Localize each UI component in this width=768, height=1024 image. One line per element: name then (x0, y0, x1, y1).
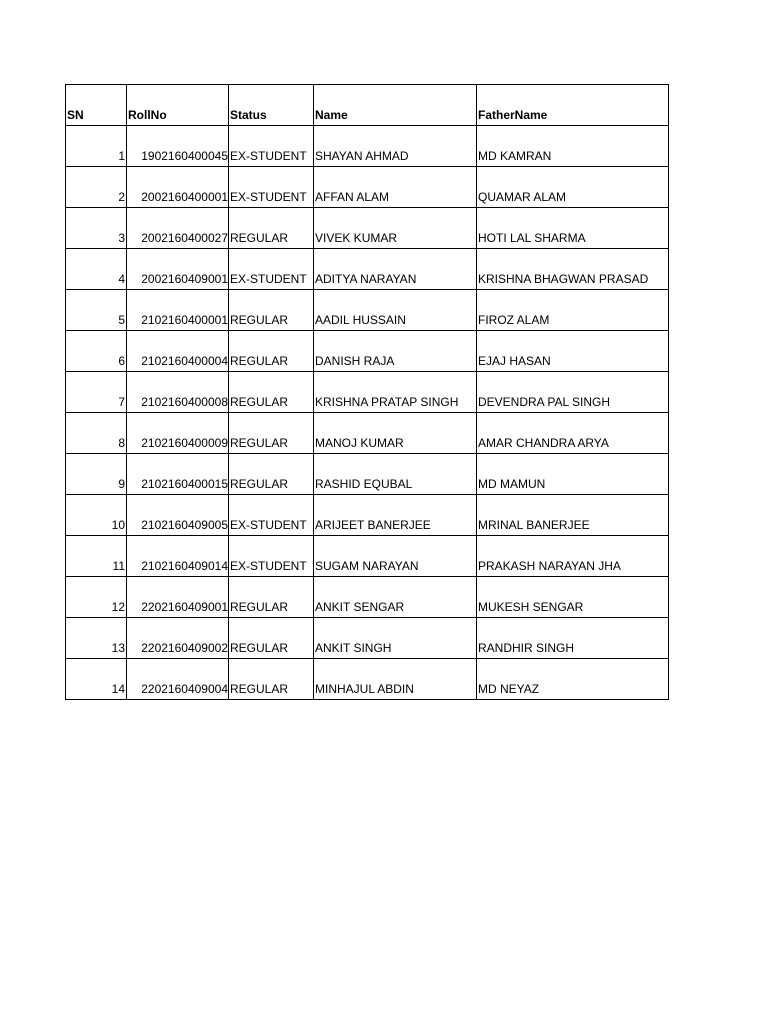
table-row (66, 126, 669, 167)
table-row (66, 659, 669, 700)
cell-status: REGULAR (229, 454, 314, 495)
cell-name: MINHAJUL ABDIN (314, 659, 477, 700)
cell-status: REGULAR (229, 372, 314, 413)
cell-sn: 7 (66, 372, 127, 413)
cell-fathername: HOTI LAL SHARMA (477, 208, 669, 249)
cell-rollno: 2002160400027 (127, 208, 229, 249)
cell-sn: 1 (66, 126, 127, 167)
cell-sn: 10 (66, 495, 127, 536)
cell-status: REGULAR (229, 577, 314, 618)
table-row (66, 495, 669, 536)
cell-rollno: 2102160409005 (127, 495, 229, 536)
header-row (66, 85, 669, 126)
cell-fathername: KRISHNA BHAGWAN PRASAD (477, 249, 669, 290)
cell-sn: 3 (66, 208, 127, 249)
cell-name: ARIJEET BANERJEE (314, 495, 477, 536)
cell-status: REGULAR (229, 290, 314, 331)
cell-rollno: 2102160400004 (127, 331, 229, 372)
cell-sn: 8 (66, 413, 127, 454)
table-row (66, 536, 669, 577)
cell-rollno: 2102160400015 (127, 454, 229, 495)
cell-fathername: MD KAMRAN (477, 126, 669, 167)
cell-name: AFFAN ALAM (314, 167, 477, 208)
cell-rollno: 2102160409014 (127, 536, 229, 577)
cell-rollno: 2102160400001 (127, 290, 229, 331)
cell-sn: 9 (66, 454, 127, 495)
cell-rollno: 2202160409002 (127, 618, 229, 659)
cell-status: REGULAR (229, 331, 314, 372)
cell-sn: 14 (66, 659, 127, 700)
cell-rollno: 2002160400001 (127, 167, 229, 208)
cell-fathername: QUAMAR ALAM (477, 167, 669, 208)
cell-rollno: 2202160409001 (127, 577, 229, 618)
cell-sn: 12 (66, 577, 127, 618)
cell-name: RASHID EQUBAL (314, 454, 477, 495)
cell-fathername: EJAJ HASAN (477, 331, 669, 372)
cell-sn: 5 (66, 290, 127, 331)
cell-rollno: 2202160409004 (127, 659, 229, 700)
cell-fathername: FIROZ ALAM (477, 290, 669, 331)
cell-fathername: AMAR CHANDRA ARYA (477, 413, 669, 454)
cell-name: ADITYA NARAYAN (314, 249, 477, 290)
table-row (66, 331, 669, 372)
cell-name: ANKIT SINGH (314, 618, 477, 659)
cell-status: REGULAR (229, 413, 314, 454)
cell-sn: 2 (66, 167, 127, 208)
cell-rollno: 2002160409001 (127, 249, 229, 290)
cell-status: REGULAR (229, 659, 314, 700)
table-row (66, 208, 669, 249)
cell-name: AADIL HUSSAIN (314, 290, 477, 331)
table-row (66, 372, 669, 413)
table-row (66, 413, 669, 454)
cell-sn: 6 (66, 331, 127, 372)
cell-status: REGULAR (229, 208, 314, 249)
cell-name: SUGAM NARAYAN (314, 536, 477, 577)
header-name: Name (314, 85, 477, 126)
cell-rollno: 2102160400008 (127, 372, 229, 413)
cell-rollno: 1902160400045 (127, 126, 229, 167)
cell-name: KRISHNA PRATAP SINGH (314, 372, 477, 413)
cell-rollno: 2102160400009 (127, 413, 229, 454)
cell-name: VIVEK KUMAR (314, 208, 477, 249)
cell-status: EX-STUDENT (229, 126, 314, 167)
cell-sn: 11 (66, 536, 127, 577)
header-sn: SN (66, 85, 127, 126)
cell-name: MANOJ KUMAR (314, 413, 477, 454)
cell-sn: 13 (66, 618, 127, 659)
cell-sn: 4 (66, 249, 127, 290)
cell-status: EX-STUDENT (229, 536, 314, 577)
cell-fathername: MRINAL BANERJEE (477, 495, 669, 536)
header-status: Status (229, 85, 314, 126)
header-fathername: FatherName (477, 85, 669, 126)
cell-fathername: MUKESH SENGAR (477, 577, 669, 618)
cell-fathername: MD NEYAZ (477, 659, 669, 700)
cell-name: SHAYAN AHMAD (314, 126, 477, 167)
cell-fathername: DEVENDRA PAL SINGH (477, 372, 669, 413)
table-row (66, 454, 669, 495)
table-row (66, 577, 669, 618)
cell-name: ANKIT SENGAR (314, 577, 477, 618)
cell-status: EX-STUDENT (229, 249, 314, 290)
student-list-table (65, 84, 669, 700)
cell-fathername: MD MAMUN (477, 454, 669, 495)
table-row (66, 167, 669, 208)
table-row (66, 618, 669, 659)
table-row (66, 249, 669, 290)
header-rollno: RollNo (127, 85, 229, 126)
cell-status: EX-STUDENT (229, 167, 314, 208)
cell-status: REGULAR (229, 618, 314, 659)
cell-fathername: PRAKASH NARAYAN JHA (477, 536, 669, 577)
cell-fathername: RANDHIR SINGH (477, 618, 669, 659)
table-row (66, 290, 669, 331)
table-body (66, 126, 669, 700)
cell-name: DANISH RAJA (314, 331, 477, 372)
cell-status: EX-STUDENT (229, 495, 314, 536)
